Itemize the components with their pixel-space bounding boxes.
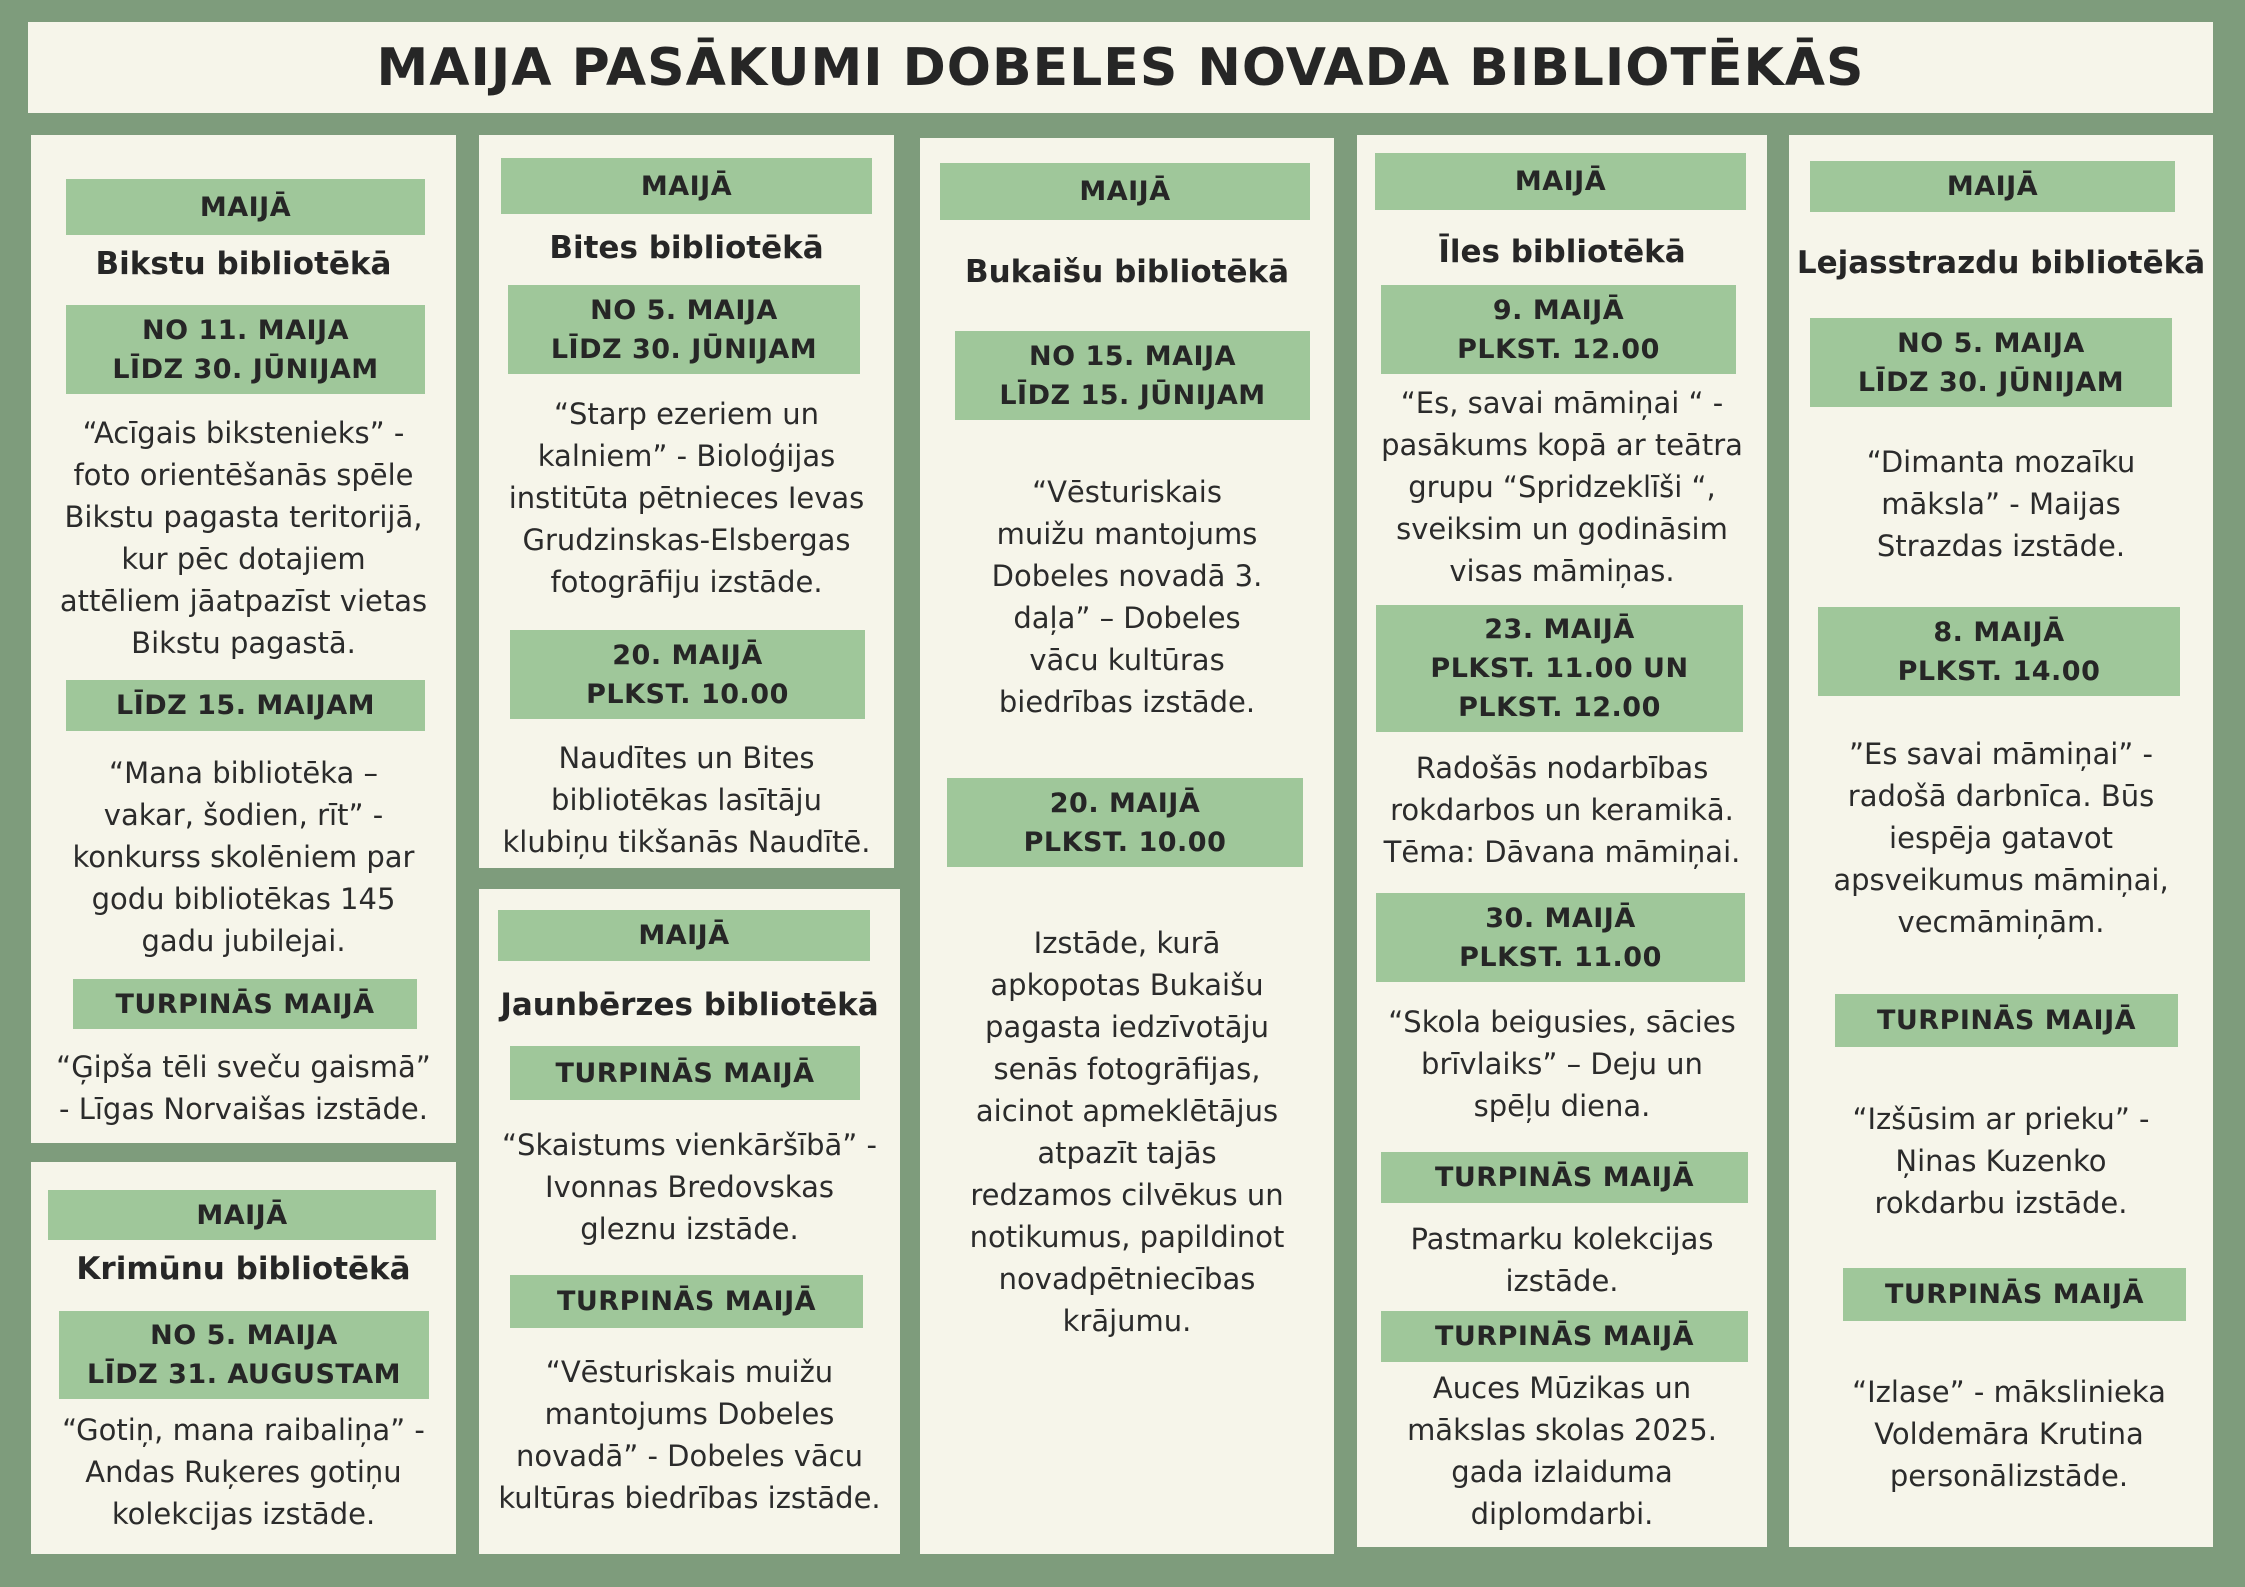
event-description	[1357, 382, 1767, 592]
text-line: gada izlaiduma	[1451, 1455, 1673, 1489]
library-name: Bukaišu bibliotēkā	[964, 254, 1290, 290]
month-label: MAIJĀ	[1375, 153, 1746, 210]
text-line: novadā” - Dobeles vācu	[516, 1439, 863, 1473]
event-date	[1376, 605, 1743, 732]
text-line: bibliotēkas lasītāju	[551, 783, 822, 817]
library-name: Krimūnu bibliotēkā	[76, 1251, 411, 1287]
event-description	[1357, 747, 1767, 873]
text-line: vakar, šodien, rīt” -	[103, 798, 384, 832]
text-line: rokdarbu izstāde.	[1874, 1186, 2128, 1220]
text-line: godu bibliotēkas 145	[91, 882, 396, 916]
text-line: māksla” - Maijas	[1881, 487, 2121, 521]
text-line: izstāde.	[1505, 1264, 1619, 1298]
text-line: PLKST. 10.00	[1023, 826, 1227, 858]
page-title-bar	[28, 22, 2213, 113]
library-name: Bikstu bibliotēkā	[95, 246, 392, 282]
event-date: LĪDZ 15. MAIJAM	[66, 680, 425, 731]
text-line: vecmāmiņām.	[1897, 905, 2105, 939]
event-date	[66, 305, 425, 394]
text-line: LĪDZ 30. JŪNIJAM	[1857, 366, 2125, 398]
month-label: MAIJĀ	[498, 910, 870, 961]
text-line: spēļu diena.	[1473, 1089, 1651, 1123]
text-line: kalniem” - Bioloģijas	[537, 439, 836, 473]
text-line: gleznu izstāde.	[580, 1212, 799, 1246]
text-line: apsveikumus māmiņai,	[1833, 863, 2169, 897]
text-line: rokdarbos un keramikā.	[1390, 793, 1734, 827]
library-name: Lejasstrazdu bibliotēkā	[1796, 245, 2206, 281]
text-line: daļa” – Dobeles	[1013, 601, 1241, 635]
text-line: PLKST. 12.00	[1457, 333, 1660, 365]
text-line: pagasta iedzīvotāju	[985, 1010, 1269, 1044]
text-line: “Acīgais bikstenieks” -	[82, 416, 405, 450]
text-line: novadpētniecības	[998, 1262, 1256, 1296]
text-line: 23. MAIJĀ	[1484, 614, 1635, 645]
event-date	[510, 630, 865, 719]
text-line: Strazdas izstāde.	[1876, 529, 2126, 563]
text-line: Voldemāra Krutina	[1874, 1417, 2144, 1451]
event-description	[1357, 1218, 1767, 1302]
text-line: visas māmiņas.	[1449, 554, 1675, 588]
event-description	[479, 393, 894, 603]
text-line: NO 11. MAIJA	[142, 314, 349, 346]
text-line: ”Es savai māmiņai” -	[1848, 737, 2153, 771]
text-line: senās fotogrāfijas,	[993, 1052, 1261, 1086]
text-line: PLKST. 11.00	[1459, 941, 1662, 973]
text-line: apkopotas Bukaišu	[990, 968, 1264, 1002]
event-date: TURPINĀS MAIJĀ	[1843, 1268, 2186, 1321]
text-line: kultūras biedrības izstāde.	[498, 1481, 881, 1515]
page-title: MAIJA PASĀKUMI DOBELES NOVADA BIBLIOTĒKĀS	[376, 37, 1865, 98]
event-description	[1789, 1371, 2229, 1497]
text-line: Radošās nodarbības	[1415, 751, 1709, 785]
text-line: “Skaistums vienkāršībā” -	[502, 1128, 877, 1162]
text-line: brīvlaiks” – Deju un	[1421, 1047, 1703, 1081]
text-line: Grudzinskas-Elsbergas	[522, 523, 851, 557]
month-label: MAIJĀ	[1810, 161, 2175, 212]
text-line: 20. MAIJĀ	[1049, 787, 1201, 819]
text-line: vācu kultūras	[1029, 643, 1225, 677]
text-line: “Mana bibliotēka –	[109, 756, 378, 790]
event-description	[920, 922, 1334, 1342]
library-name: Bites bibliotēkā	[549, 230, 824, 266]
text-line: “Dimanta mozaīku	[1866, 445, 2136, 479]
text-line: radošā darbnīca. Būs	[1847, 779, 2155, 813]
text-line: fotogrāfiju izstāde.	[550, 565, 823, 599]
text-line: LĪDZ 31. AUGUSTAM	[87, 1359, 401, 1390]
event-description	[31, 752, 456, 962]
text-line: Ņinas Kuzenko	[1895, 1144, 2107, 1178]
event-date	[947, 778, 1303, 867]
text-line: “Vēsturiskais muižu	[545, 1355, 834, 1389]
event-date	[508, 285, 860, 374]
text-line: Ivonnas Bredovskas	[545, 1170, 834, 1204]
event-date	[1818, 607, 2180, 696]
text-line: gadu jubilejai.	[141, 924, 346, 958]
text-line: LĪDZ 30. JŪNIJAM	[550, 333, 818, 365]
text-line: grupu “Spridzeklīši “,	[1408, 470, 1716, 504]
text-line: NO 15. MAIJA	[1029, 340, 1236, 372]
event-date: TURPINĀS MAIJĀ	[1381, 1311, 1748, 1362]
event-description	[31, 1409, 456, 1535]
text-line: mantojums Dobeles	[544, 1397, 835, 1431]
text-line: aicinot apmeklētājus	[975, 1094, 1279, 1128]
text-line: foto orientēšanās spēle	[73, 458, 414, 492]
text-line: Auces Mūzikas un	[1432, 1371, 1692, 1405]
text-line: LĪDZ 15. JŪNIJAM	[999, 379, 1266, 411]
text-line: Pastmarku kolekcijas	[1410, 1222, 1714, 1256]
text-line: kolekcijas izstāde.	[111, 1497, 376, 1531]
event-description	[1789, 733, 2213, 943]
event-description	[920, 471, 1334, 723]
text-line: 30. MAIJĀ	[1485, 902, 1636, 934]
text-line: sveiksim un godināsim	[1396, 512, 1728, 546]
text-line: 20. MAIJĀ	[612, 639, 763, 671]
text-line: atpazīt tajās	[1037, 1136, 1217, 1170]
text-line: “Ģipša tēli sveču gaismā”	[56, 1050, 431, 1084]
event-description	[1357, 1367, 1767, 1535]
text-line: biedrības izstāde.	[998, 685, 1256, 719]
event-description	[1789, 1098, 2213, 1224]
text-line: PLKST. 10.00	[586, 678, 789, 710]
text-line: iespēja gatavot	[1889, 821, 2113, 855]
event-date: TURPINĀS MAIJĀ	[1381, 1152, 1748, 1203]
event-date: TURPINĀS MAIJĀ	[73, 979, 417, 1029]
text-line: PLKST. 11.00 UN	[1430, 653, 1689, 684]
text-line: NO 5. MAIJA	[590, 294, 778, 326]
event-date	[1810, 318, 2172, 407]
library-name: Jaunbērzes bibliotēkā	[500, 987, 879, 1023]
event-date	[955, 331, 1310, 420]
text-line: redzamos cilvēkus un	[970, 1178, 1284, 1212]
library-name: Īles bibliotēkā	[1438, 234, 1686, 270]
text-line: diplomdarbi.	[1470, 1497, 1654, 1531]
text-line: “Skola beigusies, sācies	[1388, 1005, 1736, 1039]
event-description	[31, 1046, 456, 1130]
event-description	[479, 1124, 900, 1250]
month-label: MAIJĀ	[66, 179, 425, 235]
text-line: attēliem jāatpazīst vietas	[59, 584, 428, 618]
text-line: Tēma: Dāvana māmiņai.	[1383, 835, 1741, 869]
text-line: “Es, savai māmiņai “ -	[1400, 386, 1724, 420]
text-line: PLKST. 14.00	[1897, 655, 2101, 687]
text-line: kur pēc dotajiem	[121, 542, 366, 576]
event-description	[479, 1351, 900, 1519]
text-line: “Starp ezeriem un	[553, 397, 820, 431]
text-line: pasākums kopā ar teātra	[1381, 428, 1743, 462]
event-date: TURPINĀS MAIJĀ	[510, 1275, 863, 1328]
month-label: MAIJĀ	[940, 163, 1310, 220]
text-line: PLKST. 12.00	[1458, 692, 1661, 723]
text-line: - Līgas Norvaišas izstāde.	[59, 1092, 428, 1126]
event-description	[31, 412, 456, 664]
event-date	[1376, 893, 1745, 982]
text-line: Bikstu pagasta teritorijā,	[64, 500, 423, 534]
text-line: LĪDZ 30. JŪNIJAM	[112, 353, 379, 385]
month-label: MAIJĀ	[501, 158, 872, 214]
text-line: krājumu.	[1062, 1304, 1192, 1338]
text-line: konkurss skolēniem par	[72, 840, 415, 874]
event-description	[1789, 441, 2213, 567]
text-line: “Vēsturiskais	[1032, 475, 1222, 509]
event-description	[1357, 1001, 1767, 1127]
text-line: Andas Ruķeres gotiņu	[85, 1455, 402, 1489]
text-line: klubiņu tikšanās Naudītē.	[502, 825, 871, 859]
text-line: “Izšūsim ar prieku” -	[1852, 1102, 2150, 1136]
event-date	[1381, 285, 1736, 374]
text-line: Dobeles novadā 3.	[991, 559, 1263, 593]
text-line: Bikstu pagastā.	[131, 626, 356, 660]
text-line: NO 5. MAIJA	[1897, 327, 2085, 359]
text-line: 9. MAIJĀ	[1492, 294, 1625, 326]
text-line: personālizstāde.	[1889, 1459, 2129, 1493]
text-line: muižu mantojums	[996, 517, 1258, 551]
text-line: NO 5. MAIJA	[150, 1320, 338, 1351]
month-label: MAIJĀ	[48, 1190, 436, 1240]
text-line: institūta pētnieces Ievas	[508, 481, 865, 515]
text-line: notikumus, papildinot	[969, 1220, 1285, 1254]
text-line: 8. MAIJĀ	[1933, 616, 2065, 648]
text-line: Naudītes un Bites	[558, 741, 815, 775]
text-line: mākslas skolas 2025.	[1407, 1413, 1717, 1447]
event-description	[479, 737, 894, 863]
text-line: “Gotiņ, mana raibaliņa” -	[62, 1413, 425, 1447]
event-date: TURPINĀS MAIJĀ	[1835, 994, 2178, 1047]
text-line: “Izlase” - mākslinieka	[1852, 1375, 2166, 1409]
text-line: Izstāde, kurā	[1033, 926, 1221, 960]
event-date: TURPINĀS MAIJĀ	[510, 1046, 860, 1100]
event-date	[59, 1311, 429, 1399]
